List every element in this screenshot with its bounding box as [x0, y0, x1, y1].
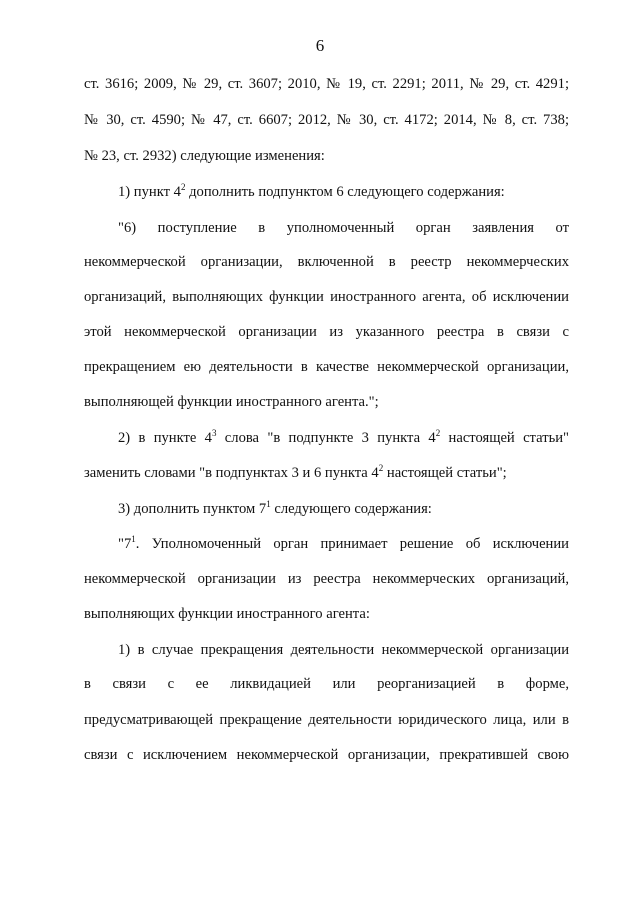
text-line: "6) поступление в уполномоченный орган заявления от — [118, 220, 569, 236]
text-line: предусматривающей прекращение деятельности юридического лица, или в — [84, 712, 569, 728]
text-line: № 23, ст. 2932) следующие изменения: — [84, 148, 325, 164]
text-line: некоммерческой организации, включенной в реестр некоммерческих — [84, 254, 569, 270]
text-line: в связи с ее ликвидацией или реорганизацией в форме, — [84, 676, 569, 692]
text-line: № 30, ст. 4590; № 47, ст. 6607; 2012, № 30, ст. 4172; 2014, № 8, ст. 738; — [84, 112, 569, 128]
text-line: этой некоммерческой организации из указанного реестра в связи с — [84, 324, 569, 340]
text-line: прекращением ею деятельности в качестве некоммерческой организации, — [84, 359, 569, 375]
text-line: связи с исключением некоммерческой организации, прекратившей свою — [84, 747, 569, 763]
text-line: некоммерческой организации из реестра некоммерческих организаций, — [84, 571, 569, 587]
text-line: 3) дополнить пунктом $7^1$ следующего содержания: — [118, 499, 432, 517]
text-line: выполняющих функции иностранного агента: — [84, 606, 370, 622]
text-line: 1) пункт $4^2$ дополнить подпунктом 6 следующего содержания: — [118, 182, 505, 200]
text-line: 1) в случае прекращения деятельности некоммерческой организации — [118, 642, 569, 658]
page-number: 6 — [315, 36, 325, 55]
text-line: ст. 3616; 2009, № 29, ст. 3607; 2010, № 19, ст. 2291; 2011, № 29, ст. 4291; — [84, 76, 569, 92]
text-line: "$7^1$. Уполномоченный орган принимает решение об исключении — [118, 534, 569, 552]
text-line: выполняющей функции иностранного агента."; — [84, 394, 379, 410]
text-line: 2) в пункте $4^3$ слова "в подпункте 3 пункта $4^2$ настоящей статьи" — [118, 428, 569, 446]
text-line: организаций, выполняющих функции иностранного агента, об исключении — [84, 289, 569, 305]
text-line: заменить словами "в подпунктах 3 и 6 пункта $4^2$ настоящей статьи"; — [84, 463, 507, 481]
